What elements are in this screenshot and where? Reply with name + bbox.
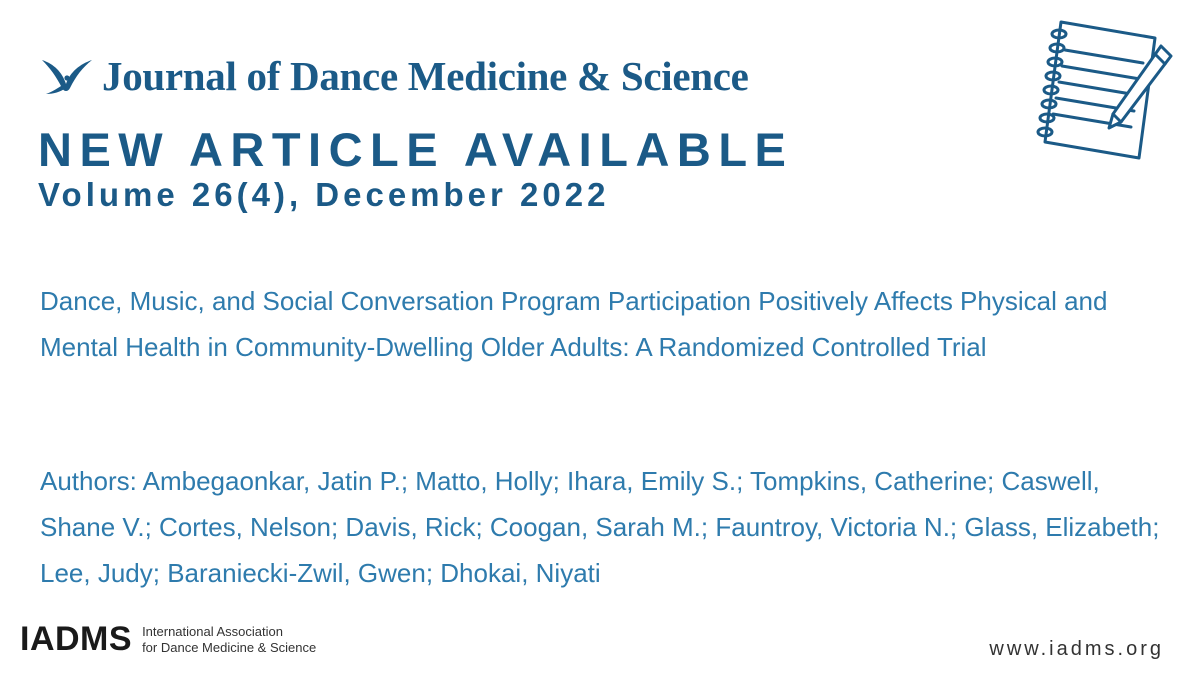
- org-name-line-1: International Association: [142, 623, 283, 639]
- journal-name: Journal of Dance Medicine & Science: [102, 53, 749, 99]
- article-authors: Authors: Ambegaonkar, Jatin P.; Matto, Holly; Ihara, Emily S.; Tompkins, Catherine; Caswell, Shane V.; Cortes, Nelson; Davis, Rick; Coogan, Sarah M.; Fauntroy, Victoria N.; Glass, Elizabeth; Lee, Judy; Baraniecki-Zwil, Gwen; Dhokai, Niyati: [40, 466, 1160, 588]
- org-abbreviation: IADMS: [20, 620, 133, 658]
- notepad-pencil-icon: [1025, 12, 1177, 164]
- website-url: www.iadms.org: [989, 638, 1164, 660]
- journal-header: [40, 52, 749, 100]
- article-title: Dance, Music, and Social Conversation Program Participation Positively Affects Physical and Mental Health in Community-Dwelling Older Adults: A Randomized Controlled Trial: [40, 286, 1108, 362]
- volume-issue: Volume 26(4), December 2022: [38, 176, 610, 213]
- org-full-name: [142, 624, 316, 656]
- org-name-line-2: for Dance Medicine & Science: [142, 639, 317, 655]
- iadms-logo: [20, 620, 316, 659]
- headline: NEW ARTICLE AVAILABLE: [38, 123, 794, 176]
- swooping-bird-icon: [40, 54, 94, 98]
